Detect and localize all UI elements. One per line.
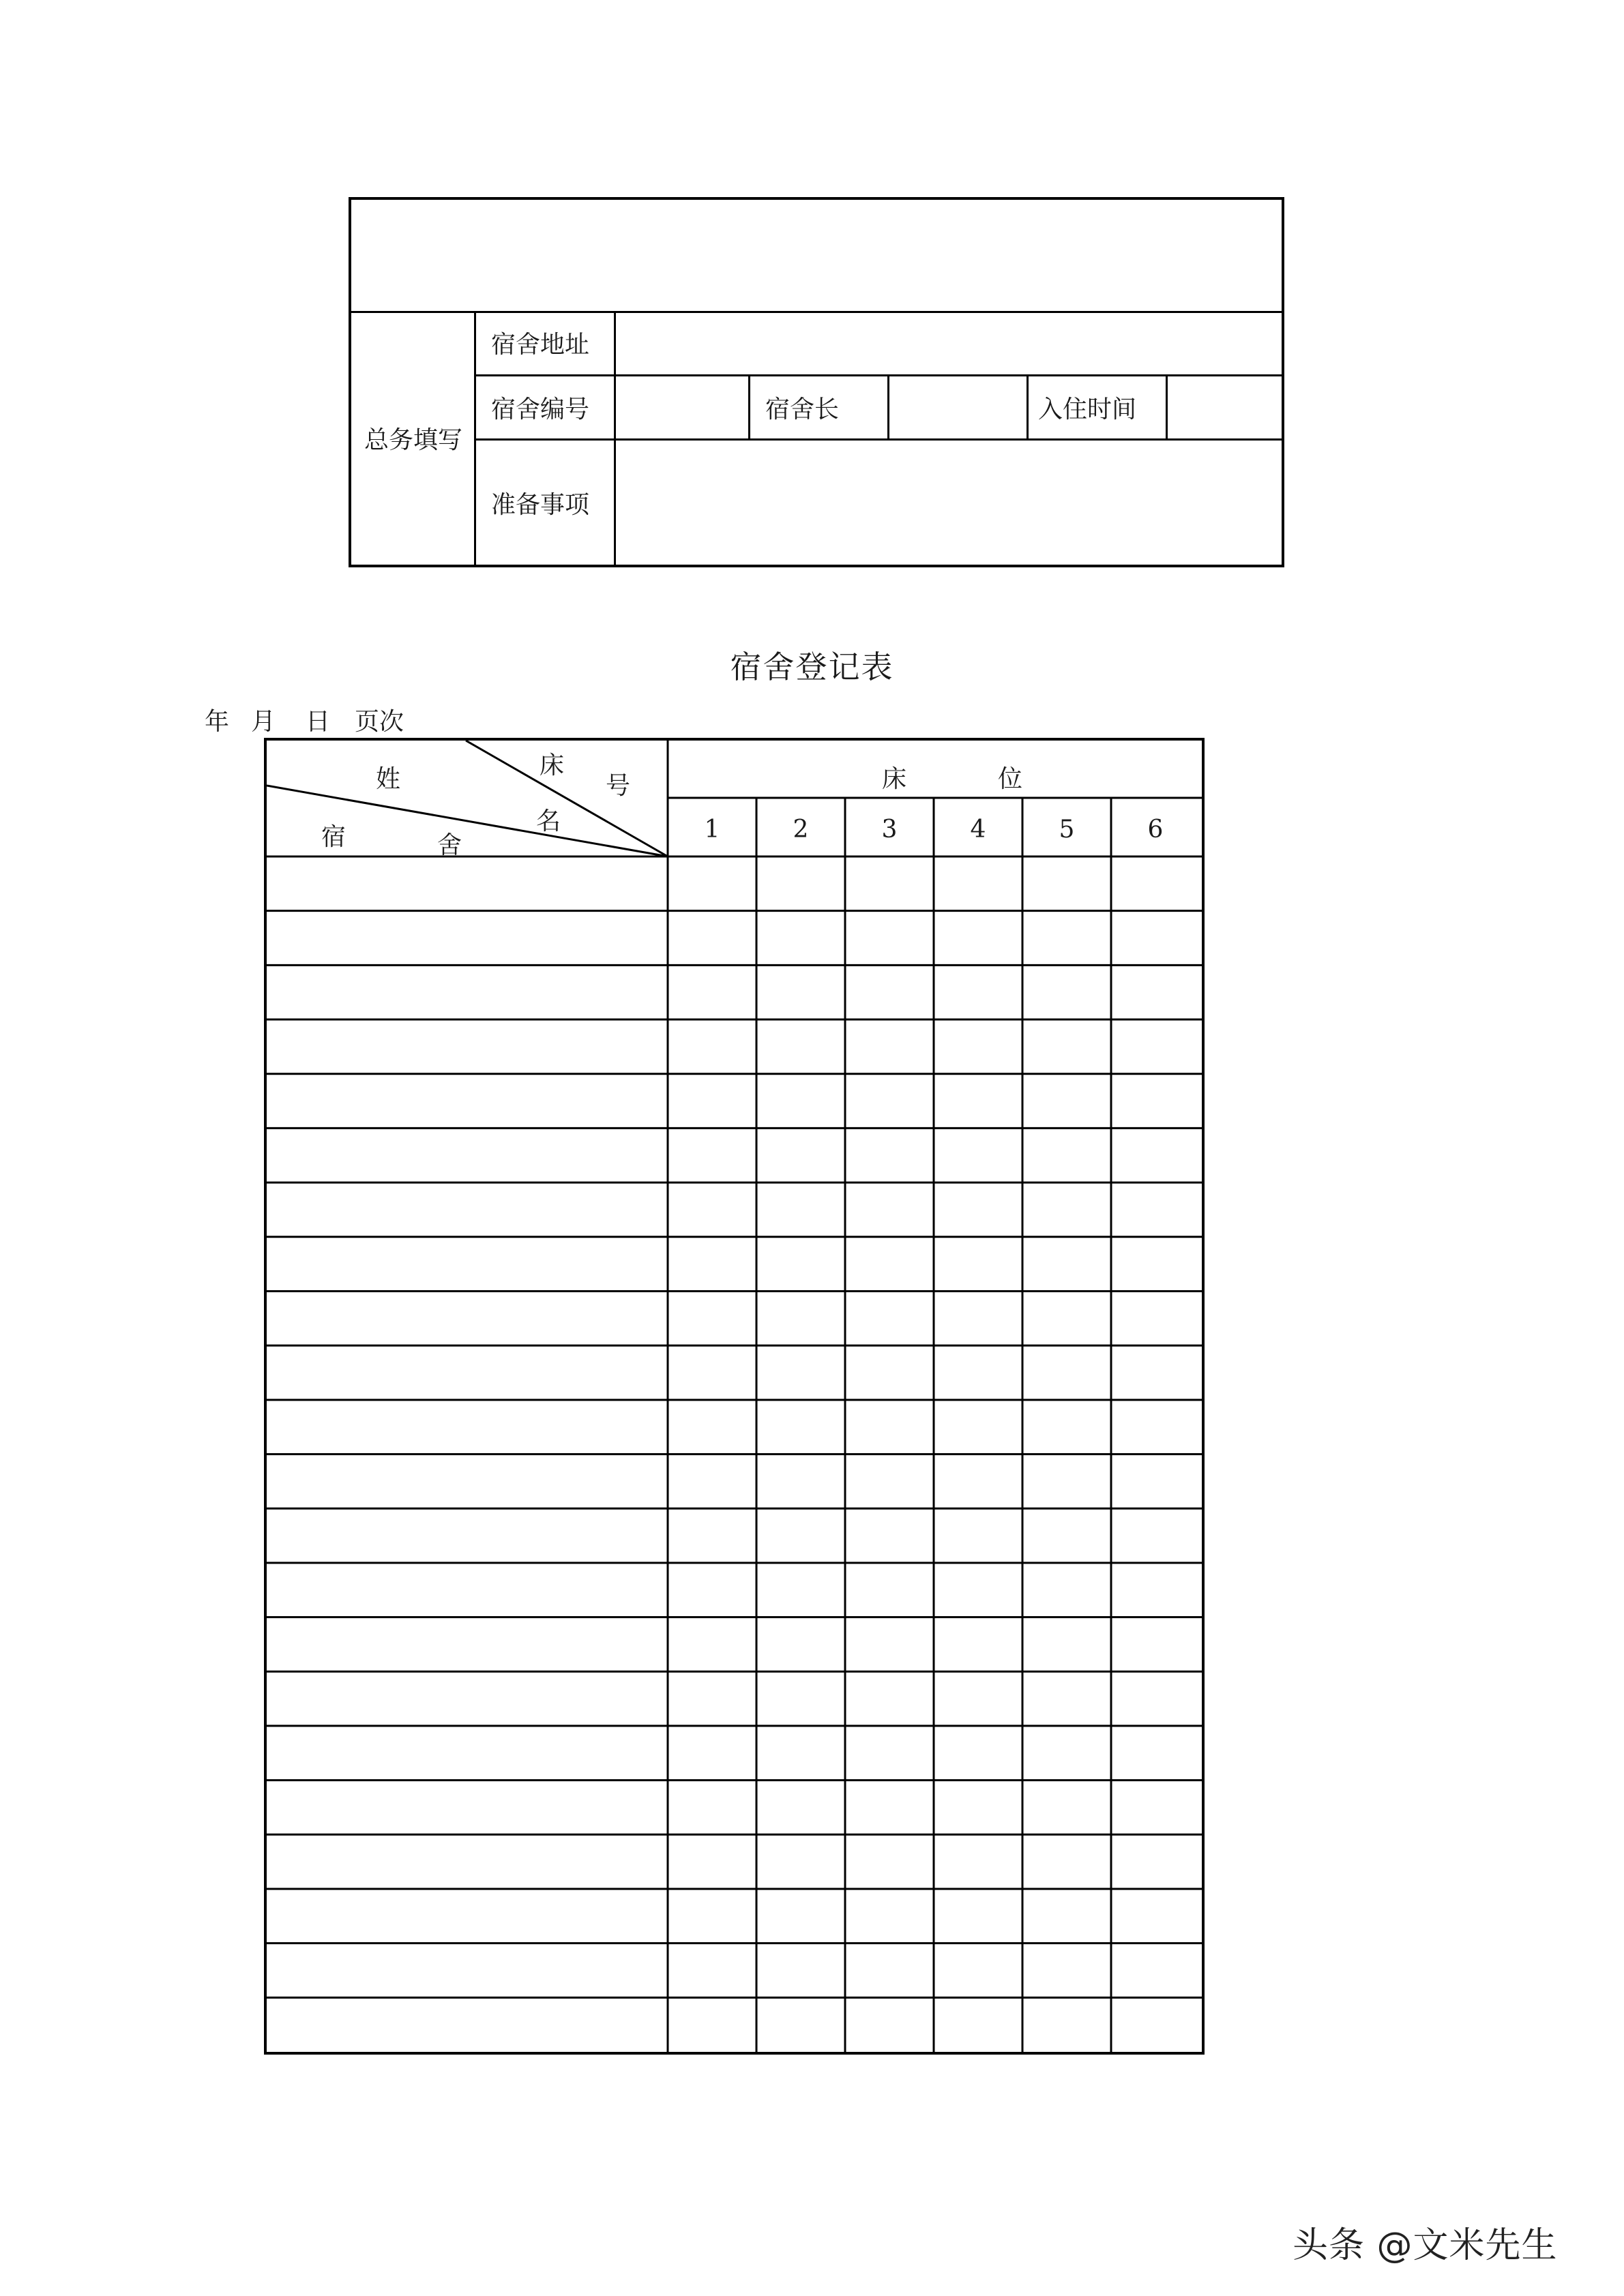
bed-number-4: 4 [970, 816, 986, 844]
number-label: 宿舍编号 [491, 396, 590, 423]
notes-label: 准备事项 [491, 491, 590, 519]
month-label: 月 [251, 708, 276, 736]
leader-field[interactable] [889, 376, 1027, 438]
header-chuang: 床 [540, 751, 565, 779]
bed-number-2: 2 [793, 816, 809, 844]
address-field[interactable] [615, 313, 1284, 374]
bed-number-5: 5 [1059, 816, 1075, 844]
leader-label: 宿舍长 [765, 396, 840, 423]
watermark: 头条 @文米先生 [1293, 2225, 1558, 2266]
form-divider [748, 374, 750, 440]
header-ming: 名 [536, 807, 561, 835]
section-label: 总务填写 [364, 426, 462, 454]
number-field[interactable] [615, 376, 748, 438]
day-label: 日 [306, 708, 331, 736]
checkin-field[interactable] [1168, 376, 1284, 438]
notes-field[interactable] [615, 441, 1284, 565]
header-su: 宿 [321, 823, 346, 851]
date-line [205, 702, 404, 737]
header-xing: 姓 [376, 765, 401, 793]
address-label: 宿舍地址 [491, 331, 590, 359]
register-grid [267, 741, 1202, 2052]
bed-number-6: 6 [1147, 816, 1164, 844]
header-hao: 号 [606, 772, 631, 800]
bed-group-label-2: 位 [998, 765, 1023, 793]
form-divider [1027, 374, 1029, 440]
bed-number-1: 1 [704, 816, 720, 844]
form-blank-header-row [351, 200, 1282, 313]
header-she: 舍 [437, 831, 462, 859]
dorm-info-form [349, 197, 1284, 567]
form-divider [474, 374, 1282, 376]
checkin-label: 入住时间 [1038, 396, 1137, 423]
year-label: 年 [205, 708, 230, 736]
dorm-register-table [264, 738, 1205, 2055]
bed-number-3: 3 [881, 816, 898, 844]
page-label: 页次 [355, 708, 404, 736]
bed-group-label-1: 床 [882, 765, 907, 793]
register-title: 宿舍登记表 [730, 648, 894, 685]
